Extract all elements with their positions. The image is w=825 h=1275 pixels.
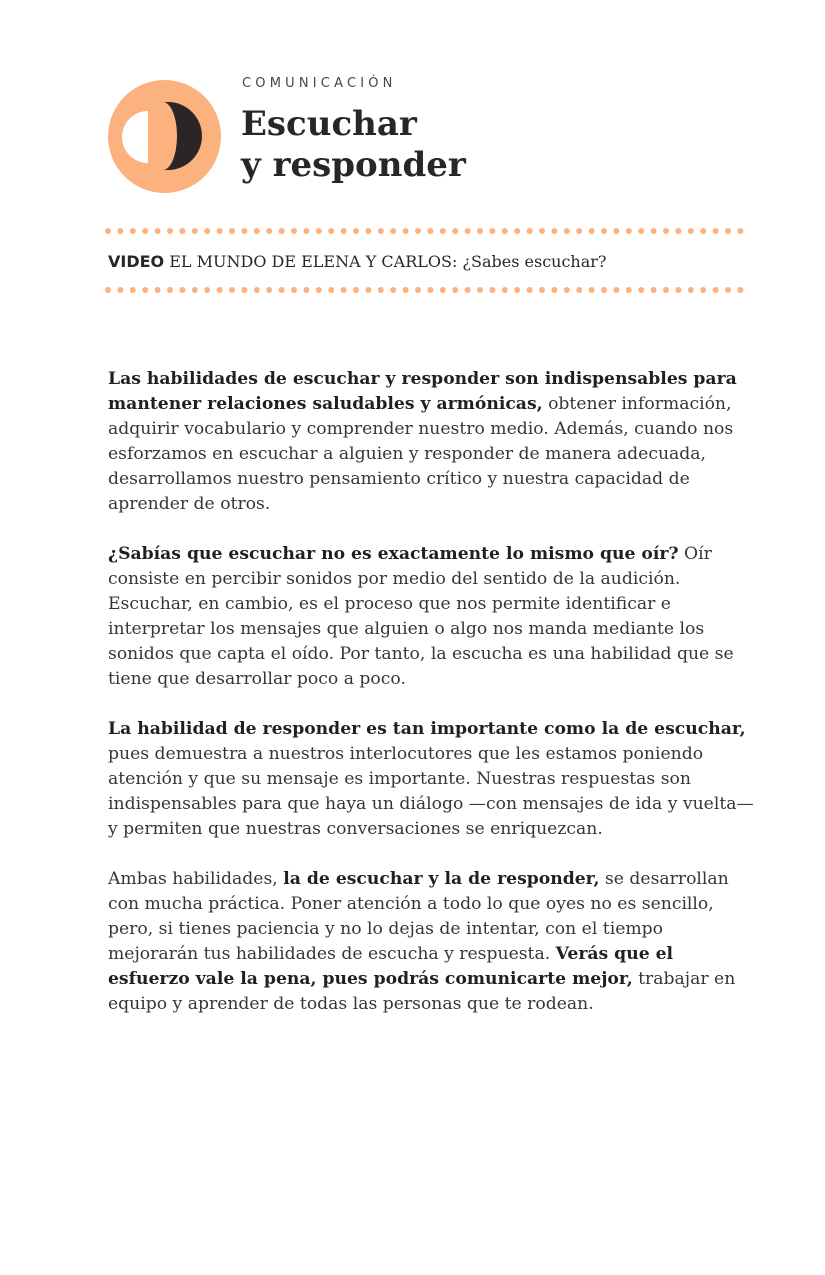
dotted-divider-bottom bbox=[104, 286, 754, 294]
divider-dot bbox=[204, 228, 210, 234]
body-text bbox=[108, 367, 754, 1042]
divider-dot bbox=[465, 228, 471, 234]
dotted-divider-top bbox=[104, 227, 754, 235]
divider-dot bbox=[613, 228, 619, 234]
divider-dot bbox=[551, 228, 557, 234]
divider-dot bbox=[328, 287, 334, 293]
video-label: VIDEO bbox=[108, 252, 165, 271]
divider-dot bbox=[390, 287, 396, 293]
divider-dot bbox=[130, 287, 136, 293]
paragraph bbox=[108, 717, 754, 842]
divider-dot bbox=[638, 228, 644, 234]
divider-dot bbox=[576, 287, 582, 293]
divider-dot bbox=[328, 228, 334, 234]
divider-dot bbox=[452, 228, 458, 234]
divider-dot bbox=[241, 287, 247, 293]
divider-dot bbox=[489, 287, 495, 293]
divider-dot bbox=[551, 287, 557, 293]
divider-dot bbox=[626, 228, 632, 234]
divider-dot bbox=[477, 228, 483, 234]
divider-dot bbox=[725, 287, 731, 293]
page-title-line-2: y responder bbox=[241, 145, 466, 185]
divider-dot bbox=[700, 287, 706, 293]
divider-dot bbox=[737, 287, 743, 293]
divider-dot bbox=[378, 228, 384, 234]
paragraph-bold: Verás que el esfuerzo vale la pena, pues podrás comunicarte mejor, bbox=[108, 944, 674, 989]
divider-dot bbox=[217, 287, 223, 293]
divider-dot bbox=[514, 228, 520, 234]
divider-dot bbox=[688, 287, 694, 293]
divider-dot bbox=[576, 228, 582, 234]
divider-dot bbox=[390, 228, 396, 234]
divider-dot bbox=[663, 228, 669, 234]
divider-dot bbox=[415, 228, 421, 234]
divider-dot bbox=[564, 287, 570, 293]
divider-dot bbox=[675, 228, 681, 234]
divider-dot bbox=[217, 228, 223, 234]
divider-dot bbox=[527, 228, 533, 234]
divider-dot bbox=[291, 287, 297, 293]
divider-dot bbox=[613, 287, 619, 293]
paragraph-text: pues demuestra a nuestros interlocutores que les estamos poniendo atención y que su mensaje es importante. Nuestras respuestas son indispensables para que haya un diálogo —con mensajes de ida y vuelta— y permiten que nuestras conversaciones se enriquezcan. bbox=[108, 744, 754, 839]
paragraph-bold: La habilidad de responder es tan importante como la de escuchar, bbox=[108, 719, 746, 739]
divider-dot bbox=[241, 228, 247, 234]
paragraph bbox=[108, 542, 754, 692]
divider-dot bbox=[725, 228, 731, 234]
divider-dot bbox=[192, 228, 198, 234]
divider-dot bbox=[440, 228, 446, 234]
divider-dot bbox=[713, 228, 719, 234]
divider-dot bbox=[737, 228, 743, 234]
divider-dot bbox=[675, 287, 681, 293]
divider-dot bbox=[415, 287, 421, 293]
divider-dot bbox=[167, 228, 173, 234]
divider-dot bbox=[427, 287, 433, 293]
divider-dot bbox=[527, 287, 533, 293]
divider-dot bbox=[117, 287, 123, 293]
divider-dot bbox=[700, 228, 706, 234]
paragraph-bold: Las habilidades de escuchar y responder son indispensables para mantener relaciones saludables y armónicas, bbox=[108, 369, 737, 414]
video-reference[interactable] bbox=[108, 251, 606, 273]
divider-dot bbox=[279, 287, 285, 293]
divider-dot bbox=[204, 287, 210, 293]
divider-dot bbox=[365, 228, 371, 234]
divider-dot bbox=[539, 228, 545, 234]
divider-dot bbox=[105, 287, 111, 293]
paragraph-text: Oír consiste en percibir sonidos por medio del sentido de la audición. Escuchar, en cambio, es el proceso que nos permite identificar e interpretar los mensajes que alguien o algo nos manda mediante los sonidos que capta el oído. Por tanto, la escucha es una habilidad que se tiene que desarrollar poco a poco. bbox=[108, 544, 734, 689]
divider-dot bbox=[105, 228, 111, 234]
paragraph-text: trabajar en equipo y aprender de todas las personas que te rodean. bbox=[108, 969, 736, 1014]
paragraph-bold: ¿Sabías que escuchar no es exactamente lo mismo que oír? bbox=[108, 544, 679, 564]
divider-dot bbox=[179, 287, 185, 293]
divider-dot bbox=[452, 287, 458, 293]
page-title-line-1: Escuchar bbox=[241, 104, 417, 144]
divider-dot bbox=[130, 228, 136, 234]
divider-dot bbox=[589, 287, 595, 293]
divider-dot bbox=[440, 287, 446, 293]
divider-dot bbox=[142, 287, 148, 293]
divider-dot bbox=[254, 228, 260, 234]
divider-dot bbox=[601, 228, 607, 234]
divider-dot bbox=[378, 287, 384, 293]
paragraph bbox=[108, 867, 754, 1017]
divider-dot bbox=[179, 228, 185, 234]
divider-dot bbox=[688, 228, 694, 234]
divider-dot bbox=[489, 228, 495, 234]
divider-dot bbox=[651, 228, 657, 234]
divider-dot bbox=[589, 228, 595, 234]
divider-dot bbox=[229, 287, 235, 293]
divider-dot bbox=[316, 287, 322, 293]
divider-dot bbox=[341, 228, 347, 234]
divider-dot bbox=[651, 287, 657, 293]
divider-dot bbox=[291, 228, 297, 234]
divider-dot bbox=[254, 287, 260, 293]
divider-dot bbox=[465, 287, 471, 293]
divider-dot bbox=[303, 287, 309, 293]
divider-dot bbox=[638, 287, 644, 293]
half-moon-d-logo-icon bbox=[108, 80, 221, 193]
divider-dot bbox=[142, 228, 148, 234]
divider-dot bbox=[514, 287, 520, 293]
divider-dot bbox=[229, 228, 235, 234]
divider-dot bbox=[663, 287, 669, 293]
section-category: COMUNICACIÓN bbox=[242, 76, 397, 91]
divider-dot bbox=[477, 287, 483, 293]
divider-dot bbox=[341, 287, 347, 293]
divider-dot bbox=[266, 287, 272, 293]
divider-dot bbox=[117, 228, 123, 234]
video-title: EL MUNDO DE ELENA Y CARLOS: ¿Sabes escuchar? bbox=[164, 252, 607, 271]
divider-dot bbox=[303, 228, 309, 234]
divider-dot bbox=[266, 228, 272, 234]
divider-dot bbox=[316, 228, 322, 234]
divider-dot bbox=[626, 287, 632, 293]
paragraph-bold: la de escuchar y la de responder, bbox=[283, 869, 600, 889]
paragraph-text: se desarrollan con mucha práctica. Poner atención a todo lo que oyes no es sencillo, pero, si tienes paciencia y no lo dejas de intentar, con el tiempo mejorarán tus habilidades de escucha y respuesta. bbox=[108, 869, 729, 964]
divider-dot bbox=[192, 287, 198, 293]
divider-dot bbox=[155, 228, 161, 234]
divider-dot bbox=[279, 228, 285, 234]
divider-dot bbox=[564, 228, 570, 234]
divider-dot bbox=[403, 287, 409, 293]
paragraph bbox=[108, 367, 754, 517]
divider-dot bbox=[365, 287, 371, 293]
divider-dot bbox=[539, 287, 545, 293]
page-title bbox=[241, 104, 466, 186]
paragraph-text: obtener información, adquirir vocabulario y comprender nuestro medio. Además, cuando nos esforzamos en escuchar a alguien y responder de manera adecuada, desarrollamos nuestro pensamiento crítico y nuestra capacidad de aprender de otros. bbox=[108, 394, 734, 514]
divider-dot bbox=[713, 287, 719, 293]
divider-dot bbox=[403, 228, 409, 234]
divider-dot bbox=[353, 287, 359, 293]
divider-dot bbox=[502, 228, 508, 234]
paragraph-text: Ambas habilidades, bbox=[108, 869, 284, 889]
divider-dot bbox=[155, 287, 161, 293]
divider-dot bbox=[427, 228, 433, 234]
divider-dot bbox=[502, 287, 508, 293]
divider-dot bbox=[353, 228, 359, 234]
divider-dot bbox=[167, 287, 173, 293]
divider-dot bbox=[601, 287, 607, 293]
